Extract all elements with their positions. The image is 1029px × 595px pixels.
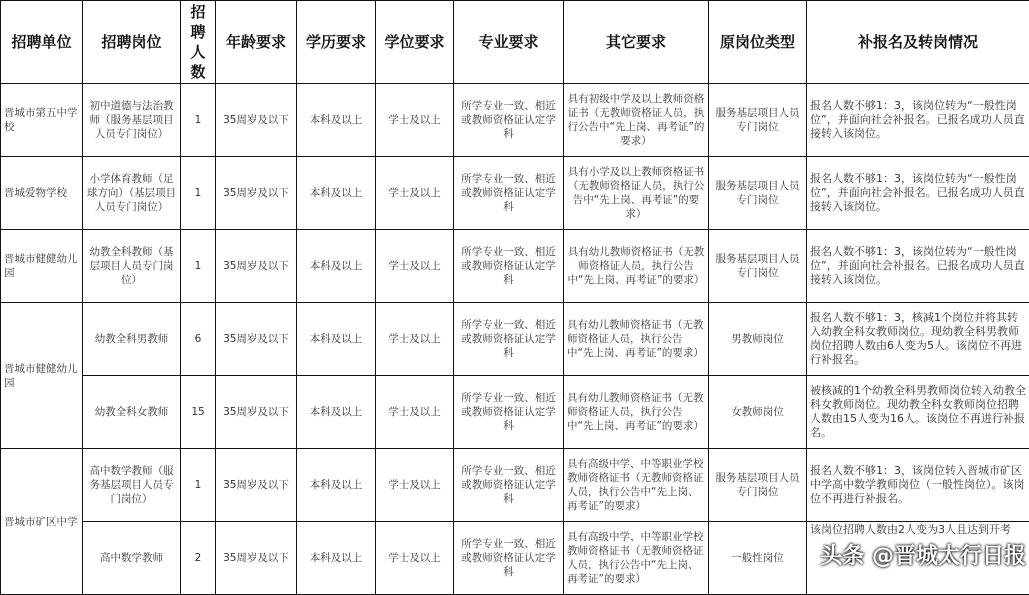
cell-post-text: 高中数学教师 — [100, 552, 163, 564]
cell-age — [216, 376, 297, 449]
table-row — [1, 84, 1029, 157]
cell-age-text: 35周岁及以下 — [223, 260, 289, 272]
cell-status-text: 报名人数不够1：3，该岗位转为“一般性岗位”，并面向社会补报名。已报名成功人员直接转入该岗位。 — [810, 99, 1025, 140]
cell-post-text: 高中数学教师（服务基层项目人员专门岗位） — [90, 465, 174, 505]
cell-edu — [297, 449, 376, 522]
cell-degree-text: 学士及以上 — [388, 406, 441, 418]
cell-degree-text: 学士及以上 — [388, 187, 441, 199]
cell-type-text: 服务基层项目人员专门岗位 — [716, 253, 800, 279]
cell-num-text: 15 — [191, 406, 204, 418]
cell-other — [564, 303, 709, 376]
cell-age — [216, 303, 297, 376]
cell-other — [564, 522, 709, 595]
cell-unit — [1, 449, 83, 595]
table-row — [1, 230, 1029, 303]
cell-unit-text: 晋城市矿区中学 — [4, 516, 78, 528]
cell-type — [709, 303, 807, 376]
cell-status — [807, 522, 1029, 595]
cell-edu-text: 本科及以上 — [310, 333, 363, 345]
header-major: 专业要求 — [454, 1, 564, 84]
cell-age — [216, 157, 297, 230]
header-num: 招聘人数 — [181, 1, 216, 84]
cell-edu — [297, 522, 376, 595]
header-age: 年龄要求 — [216, 1, 297, 84]
cell-post — [83, 157, 181, 230]
cell-degree — [376, 230, 454, 303]
cell-degree — [376, 157, 454, 230]
cell-edu-text: 本科及以上 — [310, 406, 363, 418]
cell-post-text: 初中道德与法治教师（服务基层项目人员专门岗位） — [90, 100, 174, 140]
watermark: 头条 @晋城太行日报 — [810, 543, 1026, 571]
cell-major — [454, 84, 564, 157]
cell-status — [807, 157, 1029, 230]
cell-edu-text: 本科及以上 — [310, 187, 363, 199]
cell-type-text: 一般性岗位 — [731, 552, 784, 564]
cell-age — [216, 522, 297, 595]
cell-degree-text: 学士及以上 — [388, 552, 441, 564]
table-row — [1, 522, 1029, 595]
cell-post-text: 幼教全科女教师 — [95, 406, 169, 418]
cell-degree-text: 学士及以上 — [388, 479, 441, 491]
cell-type — [709, 157, 807, 230]
cell-age — [216, 84, 297, 157]
cell-post — [83, 84, 181, 157]
cell-other — [564, 84, 709, 157]
cell-num — [181, 157, 216, 230]
cell-post-text: 幼教全科男教师 — [95, 333, 169, 345]
cell-other-text: 具有幼儿教师资格证书（无教师资格证人员，执行公告中“先上岗、再考证”的要求） — [568, 246, 705, 286]
cell-unit — [1, 230, 83, 303]
cell-age — [216, 449, 297, 522]
header-unit: 招聘单位 — [1, 1, 83, 84]
cell-post — [83, 449, 181, 522]
cell-other-text: 具有幼儿教师资格证书（无教师资格证人员，执行公告中“先上岗、再考证”的要求） — [567, 319, 704, 359]
header-row — [1, 1, 1029, 84]
cell-degree — [376, 376, 454, 449]
table-row — [1, 303, 1029, 376]
cell-degree-text: 学士及以上 — [388, 114, 441, 126]
cell-edu — [297, 303, 376, 376]
header-post: 招聘岗位 — [83, 1, 181, 84]
header-edu: 学历要求 — [297, 1, 376, 84]
header-other: 其它要求 — [564, 1, 709, 84]
cell-age-text: 35周岁及以下 — [223, 479, 289, 491]
cell-major-text: 所学专业一致、相近或教师资格证认定学科 — [461, 246, 556, 286]
cell-post — [83, 522, 181, 595]
cell-num — [181, 84, 216, 157]
cell-num-text: 1 — [195, 260, 202, 272]
cell-major-text: 所学专业一致、相近或教师资格证认定学科 — [461, 392, 556, 432]
cell-age — [216, 230, 297, 303]
cell-other — [564, 376, 709, 449]
cell-age-text: 35周岁及以下 — [223, 187, 289, 199]
cell-num-text: 1 — [195, 114, 202, 126]
header-status: 补报名及转岗情况 — [807, 1, 1029, 84]
cell-age-text: 35周岁及以下 — [223, 406, 289, 418]
cell-major — [454, 449, 564, 522]
cell-degree — [376, 303, 454, 376]
cell-age-text: 35周岁及以下 — [223, 552, 289, 564]
cell-num-text: 2 — [195, 552, 202, 564]
cell-type — [709, 84, 807, 157]
cell-major — [454, 303, 564, 376]
cell-degree-text: 学士及以上 — [388, 333, 441, 345]
cell-major-text: 所学专业一致、相近或教师资格证认定学科 — [461, 100, 556, 140]
cell-num — [181, 449, 216, 522]
cell-degree — [376, 449, 454, 522]
cell-major — [454, 230, 564, 303]
cell-status-text: 报名人数不够1：3，核减1个岗位并将其转入幼教全科女教师岗位。现幼教全科男教师岗位招聘人数由6人变为5人。该岗位不再进行补报名。 — [810, 311, 1022, 366]
cell-status-text: 该岗位招聘人数由2人变为3人且达到开考 — [810, 523, 1011, 536]
cell-post — [83, 303, 181, 376]
cell-other — [564, 449, 709, 522]
cell-other-text: 具有幼儿教师资格证书（无教师资格证人员，执行公告中“先上岗、再考证”的要求） — [567, 392, 704, 432]
cell-status-text: 被核减的1个幼教全科男教师岗位转入幼教全科女教师岗位。现幼教全科女教师岗位招聘人数由15人变为16人。该岗位不再进行补报名。 — [810, 384, 1026, 439]
cell-type — [709, 449, 807, 522]
cell-status-text: 报名人数不够1：3，该岗位转为“一般性岗位”，并面向社会补报名。已报名成功人员直接转入该岗位。 — [810, 172, 1025, 213]
cell-other — [564, 230, 709, 303]
cell-unit — [1, 303, 83, 449]
cell-post — [83, 230, 181, 303]
cell-edu — [297, 376, 376, 449]
cell-edu — [297, 157, 376, 230]
cell-status — [807, 303, 1029, 376]
cell-status-text: 报名人数不够1：3，该岗位转为“一般性岗位”，并面向社会补报名。已报名成功人员直接转入该岗位。 — [810, 245, 1025, 286]
cell-type-text: 男教师岗位 — [731, 333, 784, 345]
cell-num — [181, 376, 216, 449]
cell-num — [181, 522, 216, 595]
cell-other — [564, 157, 709, 230]
cell-age-text: 35周岁及以下 — [223, 333, 289, 345]
cell-num — [181, 303, 216, 376]
cell-status-text: 报名人数不够1：3，该岗位转入晋城市矿区中学高中数学教师岗位（一般性岗位）。该岗位不再进行补报名。 — [810, 464, 1025, 505]
cell-unit-text: 晋城爱物学校 — [4, 187, 67, 199]
cell-type — [709, 522, 807, 595]
cell-edu — [297, 230, 376, 303]
cell-num-text: 1 — [195, 479, 202, 491]
cell-type — [709, 376, 807, 449]
cell-major-text: 所学专业一致、相近或教师资格证认定学科 — [461, 538, 556, 578]
cell-major-text: 所学专业一致、相近或教师资格证认定学科 — [461, 173, 556, 213]
cell-status — [807, 376, 1029, 449]
cell-status — [807, 84, 1029, 157]
cell-unit — [1, 84, 83, 157]
table-row — [1, 376, 1029, 449]
cell-age-text: 35周岁及以下 — [223, 114, 289, 126]
cell-status — [807, 449, 1029, 522]
table-row — [1, 449, 1029, 522]
cell-major — [454, 157, 564, 230]
cell-other-text: 具有初级中学及以上教师资格证书（无教师资格证人员，执行公告中“先上岗、再考证”的要求） — [568, 93, 705, 147]
cell-num — [181, 230, 216, 303]
cell-major-text: 所学专业一致、相近或教师资格证认定学科 — [461, 465, 556, 505]
cell-edu-text: 本科及以上 — [310, 479, 363, 491]
cell-status — [807, 230, 1029, 303]
cell-type — [709, 230, 807, 303]
cell-degree — [376, 522, 454, 595]
cell-type-text: 服务基层项目人员专门岗位 — [716, 180, 800, 206]
cell-post-text: 幼教全科教师（基层项目人员专门岗位） — [90, 246, 174, 286]
cell-num-text: 6 — [195, 333, 202, 345]
cell-post-text: 小学体育教师（足球方向）（基层项目人员专门岗位） — [87, 173, 176, 213]
cell-unit-text: 晋城市健健幼儿园 — [4, 253, 78, 279]
cell-other-text: 具有小学及以上教师资格证书（无教师资格证人员，执行公告中“先上岗、再考证”的要求） — [568, 166, 705, 220]
cell-num-text: 1 — [195, 187, 202, 199]
cell-edu-text: 本科及以上 — [310, 260, 363, 272]
cell-major — [454, 522, 564, 595]
cell-unit-text: 晋城市健健幼儿园 — [4, 363, 78, 389]
cell-unit — [1, 157, 83, 230]
cell-degree — [376, 84, 454, 157]
cell-type-text: 服务基层项目人员专门岗位 — [716, 107, 800, 133]
cell-edu — [297, 84, 376, 157]
cell-major — [454, 376, 564, 449]
header-type: 原岗位类型 — [709, 1, 807, 84]
header-degree: 学位要求 — [376, 1, 454, 84]
table-row — [1, 157, 1029, 230]
cell-degree-text: 学士及以上 — [388, 260, 441, 272]
cell-edu-text: 本科及以上 — [310, 114, 363, 126]
cell-major-text: 所学专业一致、相近或教师资格证认定学科 — [461, 319, 556, 359]
cell-post — [83, 376, 181, 449]
cell-type-text: 服务基层项目人员专门岗位 — [716, 472, 800, 498]
cell-other-text: 具有高级中学、中等职业学校教师资格证书（无教师资格证人员，执行公告中“先上岗、再考证”的要求） — [567, 458, 704, 512]
cell-type-text: 女教师岗位 — [731, 406, 784, 418]
cell-edu-text: 本科及以上 — [310, 552, 363, 564]
cell-unit-text: 晋城市第五中学校 — [4, 107, 78, 133]
cell-other-text: 具有高级中学、中等职业学校教师资格证书（无教师资格证人员，执行公告中“先上岗、再考证”的要求） — [567, 531, 704, 585]
